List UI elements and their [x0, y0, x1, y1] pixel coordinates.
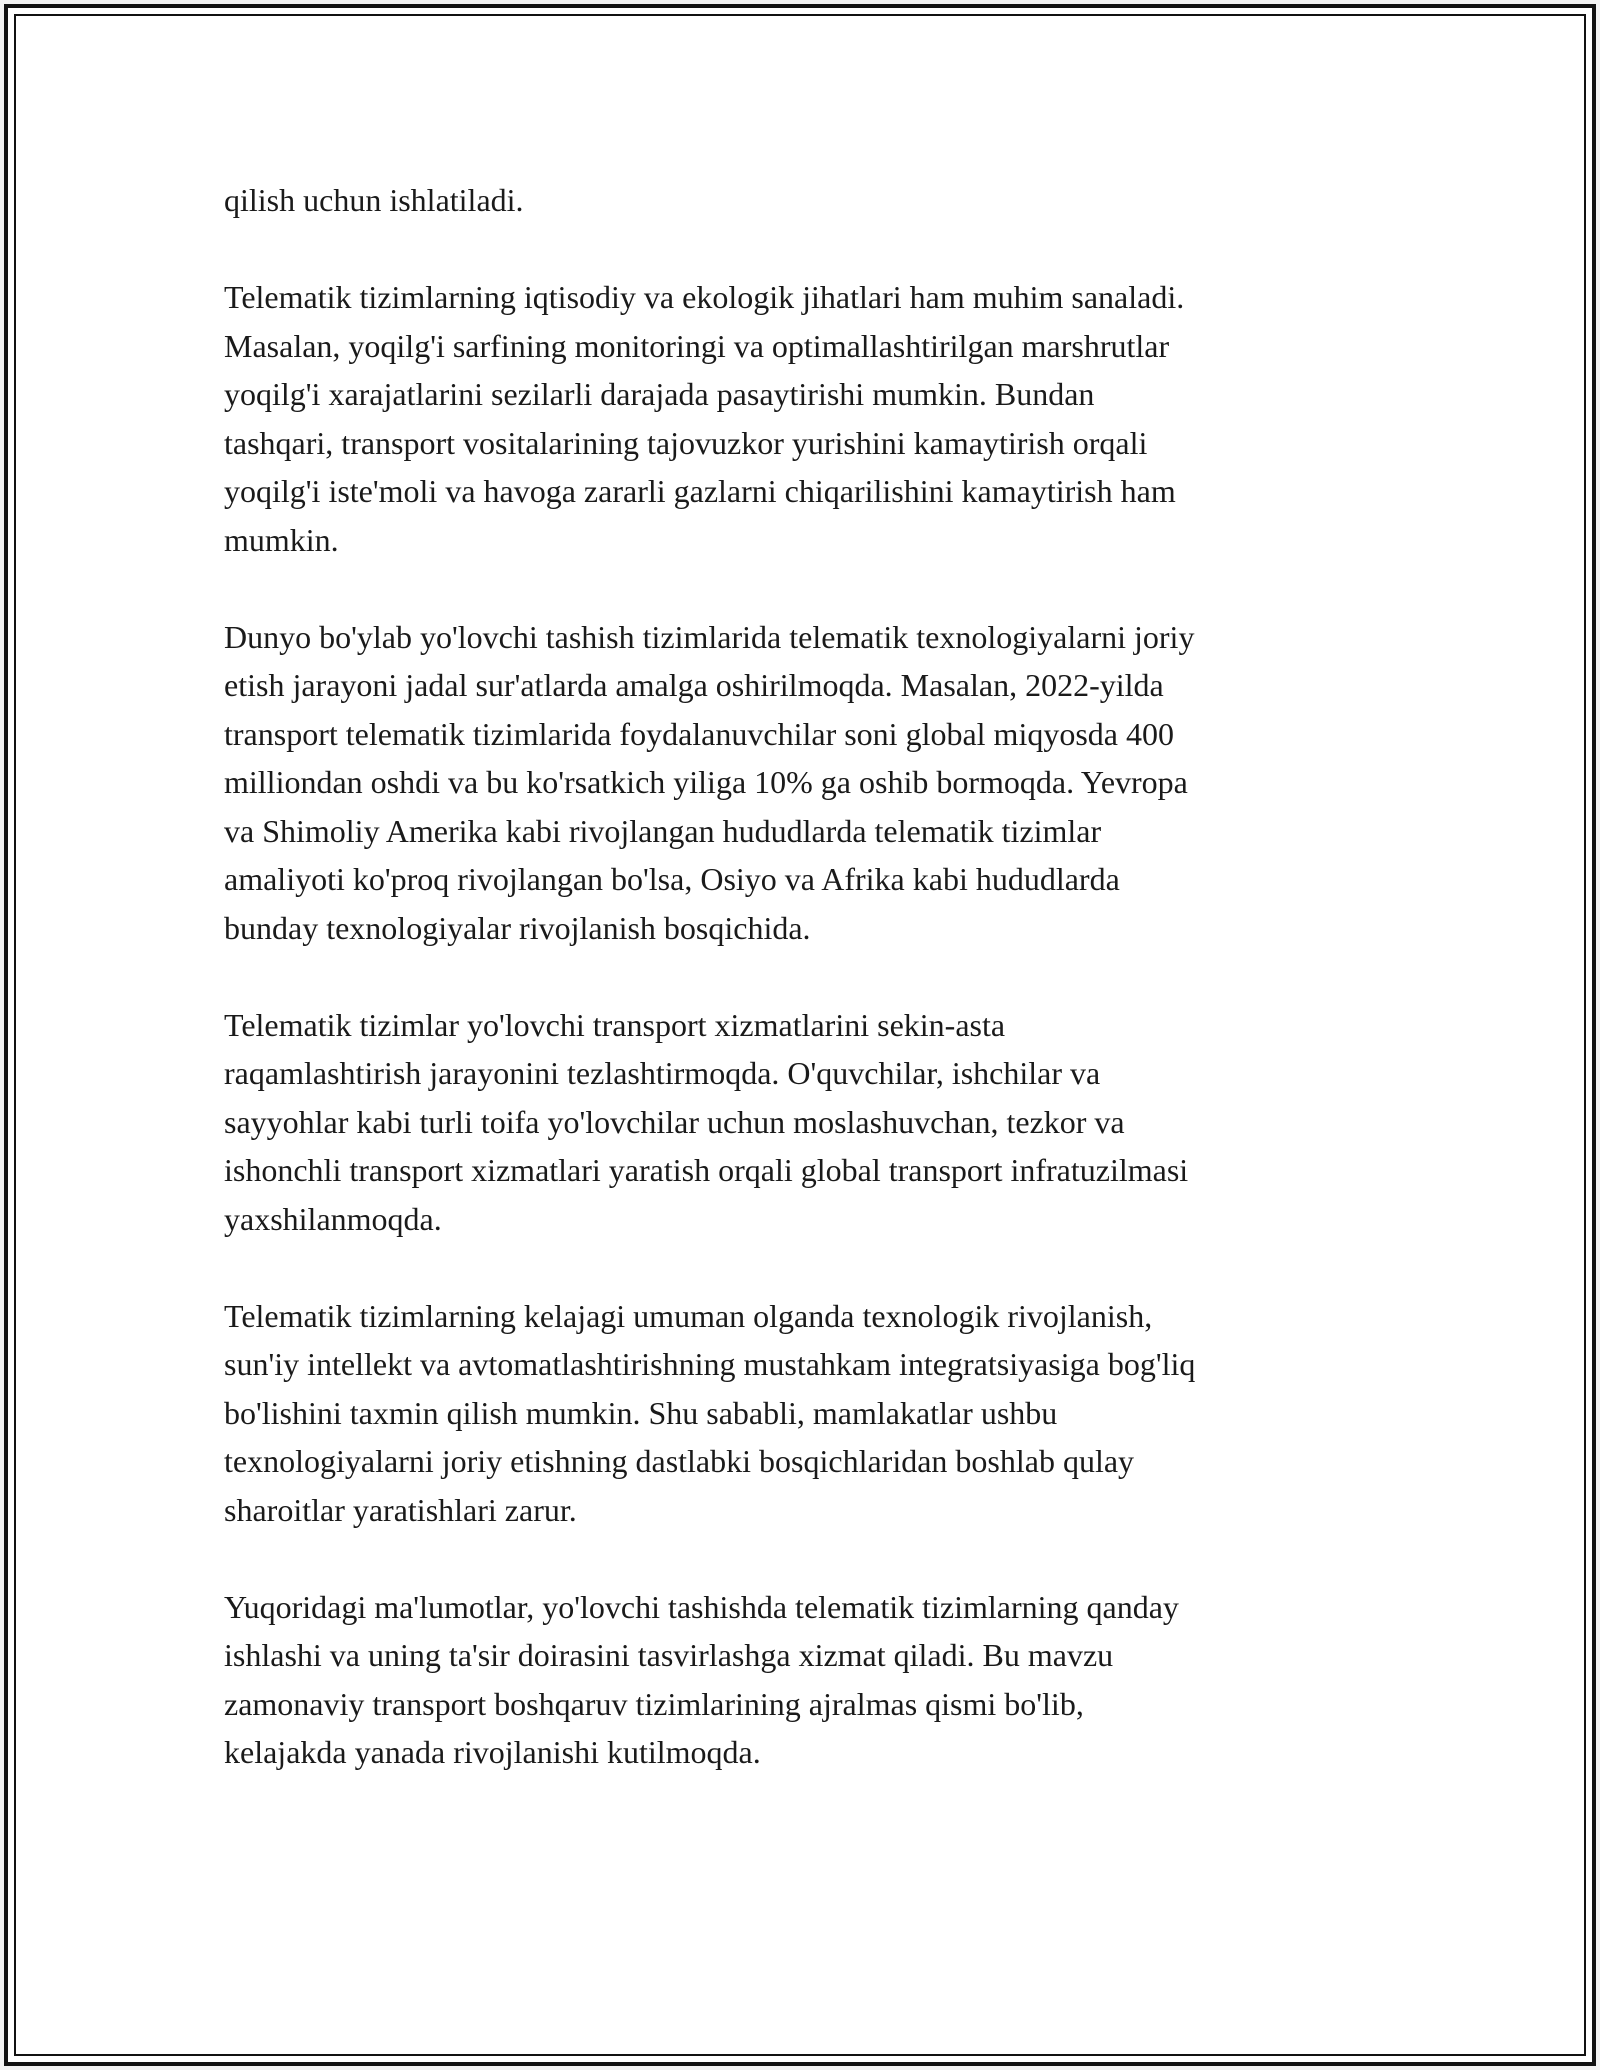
text-line: ishonchli transport xizmatlari yaratish orqali global transport infratuzilmasi: [224, 1152, 1189, 1188]
paragraph-2: [224, 273, 1364, 564]
text-line: ishlashi va uning ta'sir doirasini tasvirlashga xizmat qiladi. Bu mavzu: [224, 1637, 1114, 1673]
text-line: tashqari, transport vositalarining tajovuzkor yurishini kamaytirish orqali: [224, 424, 1148, 461]
text-line: raqamlashtirish jarayonini tezlashtirmoqda. O'quvchilar, ishchilar va: [224, 1055, 1101, 1091]
paragraph-5: [224, 1292, 1364, 1535]
text-line: sayyohlar kabi turli toifa yo'lovchilar uchun moslashuvchan, tezkor va: [224, 1103, 1125, 1140]
text-line: qilish uchun ishlatiladi.: [224, 182, 524, 218]
paragraph-4: [224, 1001, 1364, 1244]
text-line: Telematik tizimlarning iqtisodiy va ekologik jihatlari ham muhim sanaladi.: [224, 279, 1185, 315]
text-line: texnologiyalarni joriy etishning dastlabki bosqichlaridan boshlab qulay: [224, 1443, 1135, 1479]
text-line: bo'lishini taxmin qilish mumkin. Shu sababli, mamlakatlar ushbu: [224, 1394, 1058, 1431]
text-line: milliondan oshdi va bu ko'rsatkich yiliga 10% ga oshib bormoqda. Yevropa: [224, 764, 1188, 800]
paragraph-3: [224, 613, 1364, 953]
document-body: [224, 176, 1364, 1825]
text-line: Masalan, yoqilg'i sarfining monitoringi va optimallashtirilgan marshrutlar: [224, 327, 1170, 364]
paragraph-1: [224, 176, 1364, 225]
text-line: Telematik tizimlarning kelajagi umuman olganda texnologik rivojlanish,: [224, 1297, 1153, 1334]
text-line: yaxshilanmoqda.: [224, 1200, 442, 1237]
text-line: Yuqoridagi ma'lumotlar, yo'lovchi tashishda telematik tizimlarning qanday: [224, 1588, 1179, 1625]
text-line: Telematik tizimlar yo'lovchi transport xizmatlarini sekin-asta: [224, 1006, 1006, 1043]
text-line: kelajakda yanada rivojlanishi kutilmoqda.: [224, 1734, 761, 1770]
text-line: bunday texnologiyalar rivojlanish bosqichida.: [224, 909, 811, 946]
text-line: mumkin.: [224, 521, 339, 558]
text-line: yoqilg'i iste'moli va havoga zararli gazlarni chiqarilishini kamaytirish ham: [224, 473, 1176, 509]
text-line: sharoitlar yaratishlari zarur.: [224, 1491, 577, 1528]
text-line: amaliyoti ko'proq rivojlangan bo'lsa, Osiyo va Afrika kabi hududlarda: [224, 861, 1120, 897]
text-line: zamonaviy transport boshqaruv tizimlarining ajralmas qismi bo'lib,: [224, 1685, 1084, 1722]
paragraph-6: [224, 1583, 1364, 1777]
text-line: va Shimoliy Amerika kabi rivojlangan hududlarda telematik tizimlar: [224, 812, 1102, 849]
text-line: Dunyo bo'ylab yo'lovchi tashish tizimlarida telematik texnologiyalarni joriy: [224, 618, 1195, 655]
text-line: yoqilg'i xarajatlarini sezilarli darajada pasaytirishi mumkin. Bundan: [224, 376, 1095, 412]
text-line: transport telematik tizimlarida foydalanuvchilar soni global miqyosda 400: [224, 715, 1174, 752]
text-line: etish jarayoni jadal sur'atlarda amalga oshirilmoqda. Masalan, 2022-yilda: [224, 667, 1164, 703]
text-line: sun'iy intellekt va avtomatlashtirishning mustahkam integratsiyasiga bog'liq: [224, 1346, 1196, 1382]
